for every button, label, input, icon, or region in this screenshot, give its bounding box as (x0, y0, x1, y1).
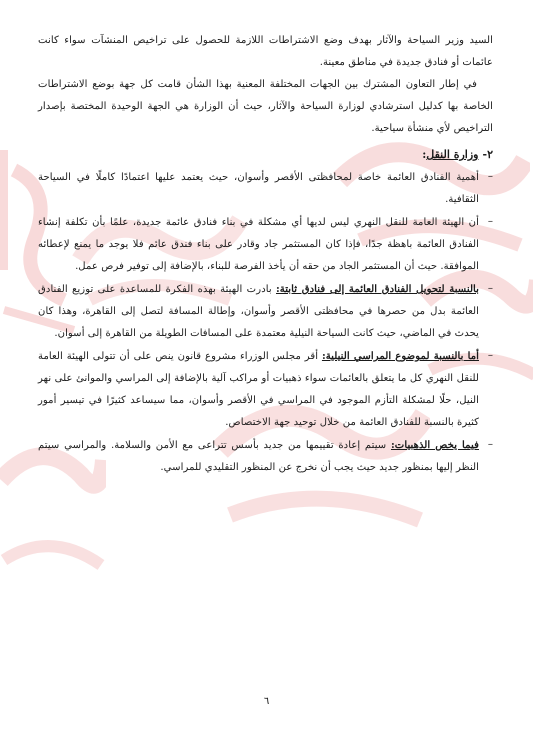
section-heading (38, 144, 493, 166)
section-title: وزارة النقل (426, 148, 479, 161)
list-item (38, 166, 493, 211)
item-text: أقر مجلس الوزراء مشروع قانون ينص على أن تتولى الهيئة العامة للنقل النهري كل ما يتعلق بالعائمات سواء ذهبيات أو مراكب آلية بالإضافة إلى المراسي والموانئ على نهر النيل، حلًا لمشكلة التأزم الموجود في المراسي في الأقصر وأسوان، مما سيساعد كثيرًا في تيسير أمور كثيرة بالنسبة للفنادق العائمة من خلال توحيد جهة الاختصاص. (38, 351, 479, 428)
item-text: سيتم إعادة تقييمها من جديد بأسس تتراعى مع الأمن والسلامة. والمراسي سيتم النظر إليها بمنظور جديد حيث يجب أن نخرج عن المنظور التقليدي للمراسي. (38, 440, 479, 473)
list-item (38, 345, 493, 434)
bullet-dash: – (487, 283, 493, 294)
list-item (38, 278, 493, 345)
paragraph-1: السيد وزير السياحة والآثار بهدف وضع الاشتراطات اللازمة للحصول على تراخيص المنشآت سواء كانت عائمات أو فنادق جديدة في مناطق معينة. (38, 35, 493, 68)
page-number: ٦ (263, 696, 270, 707)
list-item (38, 434, 493, 479)
bullet-dash: – (487, 216, 493, 227)
item-text: أن الهيئة العامة للنقل النهري ليس لديها أي مشكلة في بناء فنادق عائمة جديدة، علمًا بأن تكلفة إنشاء الفنادق العائمة باهظة جدًا، فإذا كان المستثمر جاد وقادر على بناء فندق عائم فلا يوجد ما يمنع لإعطائه الموافقة. حيث أن المستثمر الجاد من حقه أن يأخذ الفرصة للبناء، بالإضافة إلى توفير فرص عمل. (38, 217, 479, 272)
section-number: ٢- (482, 148, 493, 161)
bullet-dash: – (487, 439, 493, 450)
bullet-dash: – (487, 350, 493, 361)
document-body (38, 30, 493, 479)
bullet-dash: – (487, 171, 493, 182)
item-text: بادرت الهيئة بهذه الفكرة للمساعدة على توزيع الفنادق العائمة بدل من حصرها في محافظتى الأقصر وأسوان، وإطالة المسافة لتصل إلى القاهرة، وهذا كان يحدث في الماضي، حيث كانت السياحة النيلية معتمدة على المسافات الطويلة من القاهرة إلى أسوان. (38, 284, 479, 339)
item-lead: فيما يخص الذهبيات: (390, 439, 479, 451)
item-text: أهمية الفنادق العائمة خاصة لمحافظتى الأقصر وأسوان، حيث يعتمد عليها اعتمادًا كاملًا في السياحة الثقافية. (38, 172, 479, 205)
section-item-list (38, 166, 493, 479)
section-colon: : (422, 148, 427, 161)
item-lead: أما بالنسبة لموضوع المراسي النيلية: (321, 350, 479, 362)
list-item (38, 211, 493, 278)
paragraph-2: في إطار التعاون المشترك بين الجهات المختلفة المعنية بهذا الشأن قامت كل جهة بوضع الاشتراطات الخاصة بها كدليل استرشادي لوزارة السياحة والآثار، حيث أن الوزارة هي الجهة الوحيدة المختصة بإصدار التراخيص لأي منشأة سياحية. (38, 79, 493, 134)
item-lead: بالنسبة لتحويل الفنادق العائمة إلى فنادق ثابتة: (276, 283, 479, 295)
